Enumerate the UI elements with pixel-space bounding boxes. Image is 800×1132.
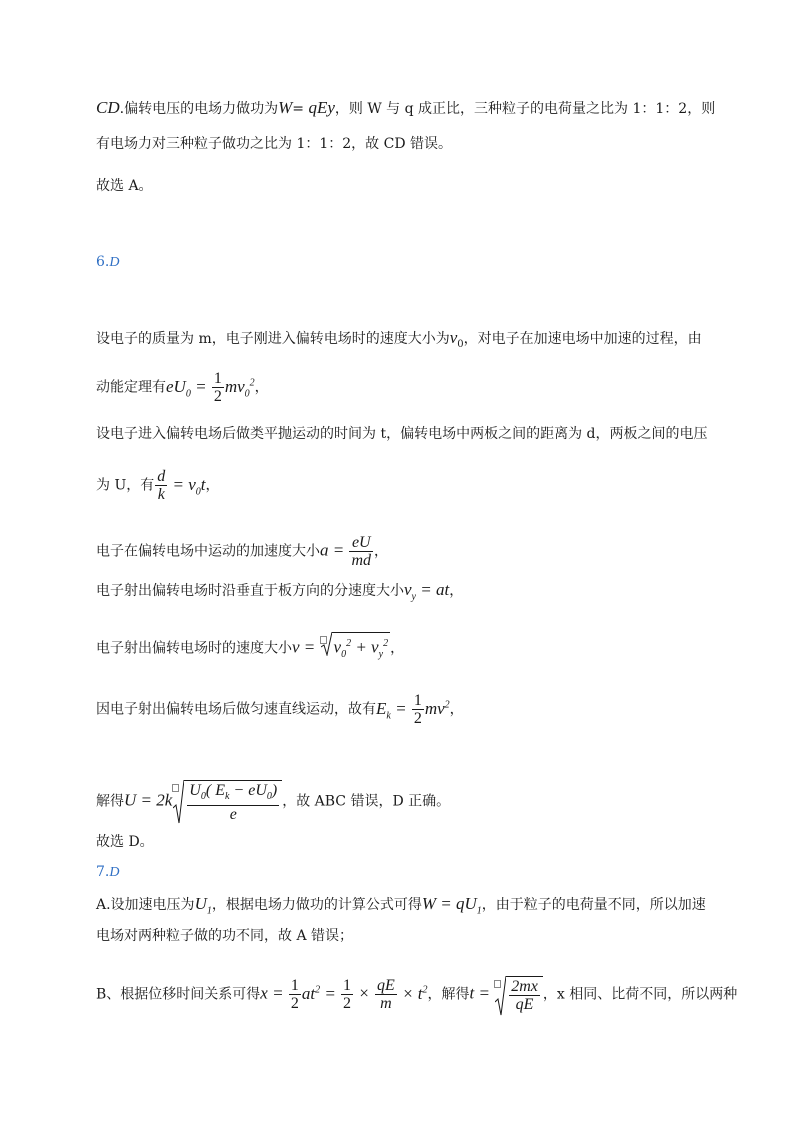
fraction: $\frac{1}{2}$ [290, 977, 299, 1012]
text-line [96, 98, 715, 119]
fraction: $\frac{1}{2}$ [213, 370, 222, 405]
text-segment: 设电子的质量为 m，电子刚进入偏转电场时的速度大小为 [96, 331, 450, 347]
text-segment: A.设加速电压为 [96, 897, 195, 913]
fraction: $\frac{1}{2}$ [413, 692, 422, 727]
text-segment: 因电子射出偏转电场后做匀速直线运动，故有 [96, 701, 376, 718]
text-segment: 电子射出偏转电场时的速度大小 [96, 640, 292, 657]
question-index: 7. [96, 864, 110, 880]
text-line: 故选 D。 [96, 834, 154, 850]
square-root [173, 780, 282, 823]
fraction: $\frac{d}{k}$ [157, 468, 166, 503]
text-line: 电子射出偏转电场时的速度大小v = $v_0^2 + v_y^2$ ， [96, 632, 404, 665]
fraction: $\frac{1}{2}$ [343, 977, 352, 1012]
text-line: 因电子射出偏转电场后做匀速直线运动，故有$E_k$ = $\frac{1}{2}$ $mv^2$， [96, 692, 464, 727]
math-text: CD [96, 98, 120, 117]
math-text: W [278, 98, 293, 117]
math-expression: $E_k$ = [376, 698, 411, 721]
text-segment: ，x 相同、比荷不同，所以两种 [542, 986, 738, 1003]
text-segment: 电子射出偏转电场时沿垂直于板方向的分速度大小 [96, 583, 404, 599]
text-line: 电子射出偏转电场时沿垂直于板方向的分速度大小$v_y$ = at， [96, 580, 464, 603]
text-segment: 解得 [96, 793, 124, 810]
math-expression: $mv_0^2$ [224, 376, 255, 399]
math-expression: = $v_0t$ [168, 474, 206, 497]
math-text: qEy [308, 98, 335, 117]
text-segment: 为 U，有 [96, 477, 155, 494]
text-line: 动能定理有$eU_0$ = $\frac{1}{2}$ $mv_0^2$， [96, 370, 269, 405]
text-segment: ，对电子在加速电场中加速的过程，由 [463, 331, 702, 347]
text-segment: B、根据位移时间关系可得 [96, 986, 261, 1003]
math-expression: × [354, 983, 375, 1003]
text-line: 设电子进入偏转电场后做类平抛运动的时间为 t，偏转电场中两板之间的距离为 d，两板之间的电压 [96, 426, 708, 442]
text-line: 有电场力对三种粒子做功之比为 1：1：2，故 CD 错误。 [96, 136, 453, 152]
text-segment: .偏转电压的电场力做功为 [119, 101, 279, 117]
math-expression: v [449, 328, 458, 347]
square-root [495, 976, 543, 1013]
math-expression: $mv^2$ [424, 698, 450, 718]
math-expression: a = [320, 540, 349, 560]
math-expression: × $t^2$ [397, 983, 428, 1003]
fraction: $\frac{2mx}{qE}$ [511, 978, 538, 1013]
text-segment: ，由于粒子的电荷量不同，所以加速 [481, 897, 706, 913]
math-expression: $v_y$ = at [404, 580, 450, 603]
math-expression: v = [292, 637, 320, 657]
text-line [96, 894, 706, 921]
answer-letter: D [109, 865, 120, 880]
text-segment: ，故 ABC 错误，D 正确。 [282, 793, 451, 810]
text-line: 设电子的质量为 m，电子刚进入偏转电场时的速度大小为$v_0$，对电子在加速电场中加速的过程，由 [96, 328, 702, 350]
math-text: = [292, 101, 309, 117]
math-expression: t = [469, 983, 495, 1003]
text-segment: ，根据电场力做功的计算公式可得 [211, 897, 422, 913]
math-expression: $U_1$ [194, 894, 212, 917]
text-line: 电场对两种粒子做的功不同，故 A 错误； [96, 928, 354, 944]
math-expression: x = [260, 983, 288, 1003]
text-line: 故选 A。 [96, 178, 153, 194]
fraction: $\frac{U_0( E_k - eU_0)}{e}$ [189, 782, 278, 824]
text-segment: 动能定理有 [96, 379, 166, 396]
math-expression: $at^2$ = [301, 983, 341, 1003]
fraction: $\frac{qE}{m}$ [377, 977, 395, 1012]
text-line: 电子在偏转电场中运动的加速度大小a = $\frac{eU}{md}$ ， [96, 534, 389, 569]
math-expression: $W = qU_1$ [421, 894, 482, 917]
text-line [96, 780, 450, 823]
math-expression: $eU_0$ = [166, 376, 211, 399]
question-index: 6. [96, 254, 110, 270]
text-segment: ，解得 [427, 986, 470, 1003]
fraction: $\frac{eU}{md}$ [351, 534, 372, 569]
text-line: 为 U，有 $\frac{d}{k}$ = $v_0t$， [96, 468, 220, 503]
question-number [96, 252, 119, 273]
text-segment: 电子在偏转电场中运动的加速度大小 [96, 543, 320, 560]
text-segment: ，则 W 与 q 成正比，三种粒子的电荷量之比为 1：1：2，则 [334, 101, 716, 117]
math-expression: U = 2k [124, 790, 173, 810]
question-number [96, 862, 119, 883]
text-line [96, 976, 737, 1013]
answer-letter: D [109, 255, 120, 270]
square-root: $v_0^2 + v_y^2$ [321, 632, 391, 665]
